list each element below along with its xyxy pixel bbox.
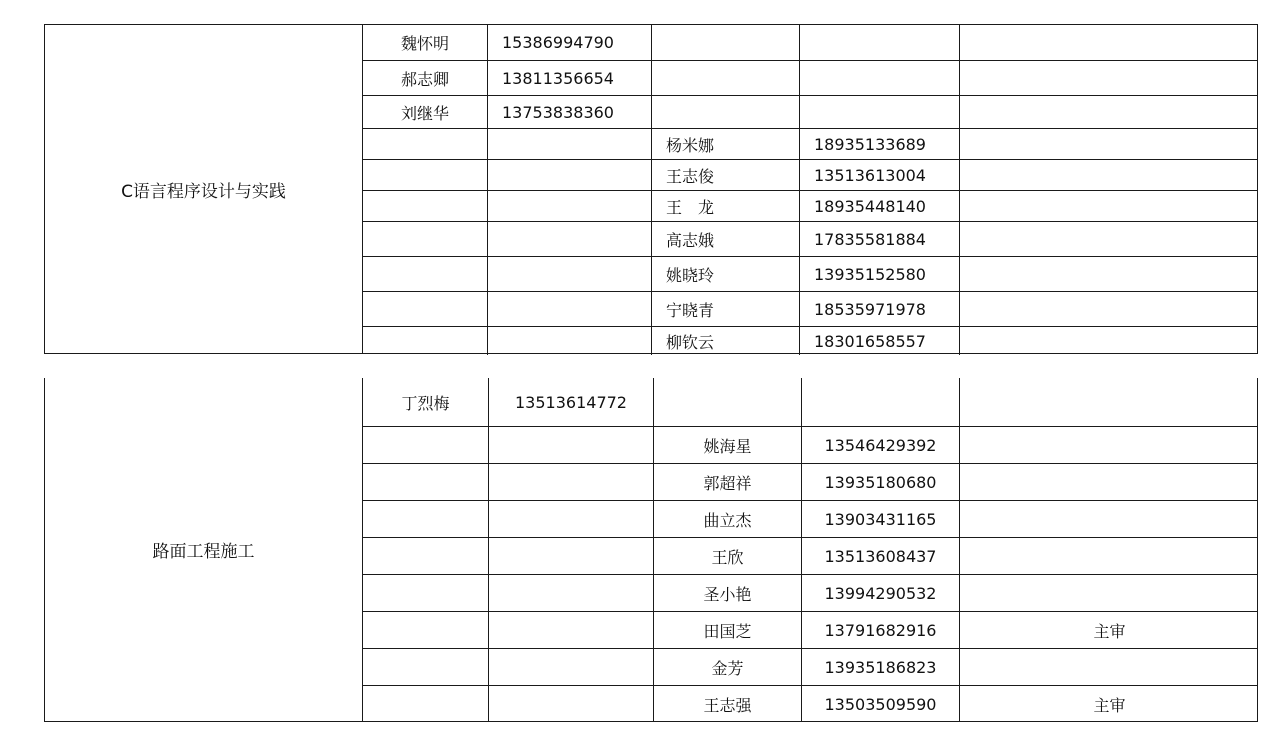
note-cell	[959, 129, 1259, 159]
second-phone-cell: 13513613004	[799, 160, 959, 190]
first-phone-cell	[487, 191, 651, 221]
first-phone-cell	[487, 292, 651, 326]
table-row	[363, 159, 1257, 190]
first-name-cell	[363, 257, 487, 291]
table-row	[363, 291, 1257, 326]
table-row	[363, 611, 1257, 648]
first-name-cell: 魏怀明	[400, 34, 449, 53]
second-name-cell: 王志强	[653, 686, 801, 722]
second-name-cell: 郭超祥	[653, 464, 801, 500]
course-title: 路面工程施工	[45, 378, 363, 721]
first-phone-cell: 15386994790	[487, 25, 651, 60]
first-name-cell: 郝志卿	[400, 69, 449, 89]
note-cell	[959, 649, 1259, 685]
table-row	[363, 95, 1257, 128]
table-row	[363, 256, 1257, 291]
note-cell	[959, 96, 1259, 128]
table-section	[44, 24, 1258, 354]
second-name-cell: 金芳	[653, 649, 801, 685]
second-phone-cell: 18935448140	[799, 191, 959, 221]
first-name-cell	[363, 501, 488, 537]
second-name-cell: 王 龙	[651, 191, 799, 221]
first-phone-cell	[487, 222, 651, 256]
table-row	[363, 190, 1257, 221]
second-phone-cell: 13546429392	[801, 427, 959, 463]
second-name-cell	[651, 61, 799, 95]
second-phone-cell: 13935180680	[801, 464, 959, 500]
second-phone-cell	[799, 25, 959, 60]
note-cell	[959, 575, 1259, 611]
note-cell: 主审	[959, 686, 1259, 722]
course-title: C语言程序设计与实践	[45, 25, 363, 353]
first-name-cell	[363, 129, 487, 159]
first-name-cell	[363, 191, 487, 221]
first-name-cell	[363, 292, 487, 326]
table-row	[363, 128, 1257, 159]
first-phone-cell	[488, 612, 653, 648]
second-name-cell	[653, 378, 801, 426]
second-name-cell: 王志俊	[651, 160, 799, 190]
note-cell	[959, 427, 1259, 463]
second-name-cell	[651, 96, 799, 128]
second-phone-cell: 13994290532	[801, 575, 959, 611]
table-row	[363, 378, 1257, 426]
second-phone-cell: 13791682916	[801, 612, 959, 648]
second-phone-cell	[799, 96, 959, 128]
second-name-cell: 姚晓玲	[651, 257, 799, 291]
first-phone-cell	[488, 575, 653, 611]
first-phone-cell	[487, 160, 651, 190]
note-cell: 主审	[959, 612, 1259, 648]
note-cell	[959, 222, 1259, 256]
note-cell	[959, 538, 1259, 574]
note-cell	[959, 378, 1259, 426]
first-name-cell: 丁烈梅	[401, 393, 450, 413]
first-name-cell	[363, 686, 488, 722]
first-name-cell	[363, 327, 487, 355]
first-name-cell	[363, 649, 488, 685]
first-phone-cell	[488, 501, 653, 537]
second-name-cell: 柳钦云	[651, 327, 799, 355]
first-phone-cell	[488, 649, 653, 685]
second-phone-cell: 17835581884	[799, 222, 959, 256]
second-phone-cell: 18301658557	[799, 327, 959, 355]
second-name-cell: 姚海星	[653, 427, 801, 463]
second-name-cell: 高志娥	[651, 222, 799, 256]
second-name-cell: 王欣	[653, 538, 801, 574]
table-row	[363, 685, 1257, 722]
table-row	[363, 426, 1257, 463]
first-phone-cell	[487, 129, 651, 159]
note-cell	[959, 191, 1259, 221]
second-name-cell: 宁晓青	[651, 292, 799, 326]
first-phone-cell: 13513614772	[488, 378, 653, 426]
note-cell	[959, 25, 1259, 60]
note-cell	[959, 464, 1259, 500]
note-cell	[959, 327, 1259, 355]
first-name-cell	[363, 575, 488, 611]
note-cell	[959, 292, 1259, 326]
first-name-cell	[363, 538, 488, 574]
first-phone-cell: 13811356654	[487, 61, 651, 95]
first-phone-cell	[488, 464, 653, 500]
first-phone-cell	[488, 686, 653, 722]
second-name-cell: 圣小艳	[653, 575, 801, 611]
first-name-cell	[363, 160, 487, 190]
first-phone-cell	[488, 538, 653, 574]
second-phone-cell: 18935133689	[799, 129, 959, 159]
table-row	[363, 25, 1257, 60]
first-phone-cell: 13753838360	[487, 96, 651, 128]
second-phone-cell	[799, 61, 959, 95]
table-row	[363, 574, 1257, 611]
table-row	[363, 221, 1257, 256]
second-phone-cell	[801, 378, 959, 426]
second-phone-cell: 13935152580	[799, 257, 959, 291]
first-name-cell	[363, 427, 488, 463]
second-name-cell: 杨米娜	[651, 129, 799, 159]
second-phone-cell: 18535971978	[799, 292, 959, 326]
first-name-cell: 刘继华	[400, 103, 449, 123]
first-name-cell	[363, 612, 488, 648]
table-row	[363, 648, 1257, 685]
note-cell	[959, 61, 1259, 95]
first-name-cell	[363, 464, 488, 500]
second-name-cell: 曲立杰	[653, 501, 801, 537]
table-row	[363, 60, 1257, 95]
first-name-cell	[363, 222, 487, 256]
table-row	[363, 326, 1257, 355]
second-phone-cell: 13903431165	[801, 501, 959, 537]
second-name-cell: 田国芝	[653, 612, 801, 648]
first-phone-cell	[487, 257, 651, 291]
first-phone-cell	[488, 427, 653, 463]
table-row	[363, 463, 1257, 500]
note-cell	[959, 257, 1259, 291]
second-phone-cell: 13935186823	[801, 649, 959, 685]
second-name-cell	[651, 25, 799, 60]
table-row	[363, 500, 1257, 537]
note-cell	[959, 160, 1259, 190]
table-section	[44, 378, 1258, 722]
table-row	[363, 537, 1257, 574]
first-phone-cell	[487, 327, 651, 355]
note-cell	[959, 501, 1259, 537]
second-phone-cell: 13513608437	[801, 538, 959, 574]
second-phone-cell: 13503509590	[801, 686, 959, 722]
